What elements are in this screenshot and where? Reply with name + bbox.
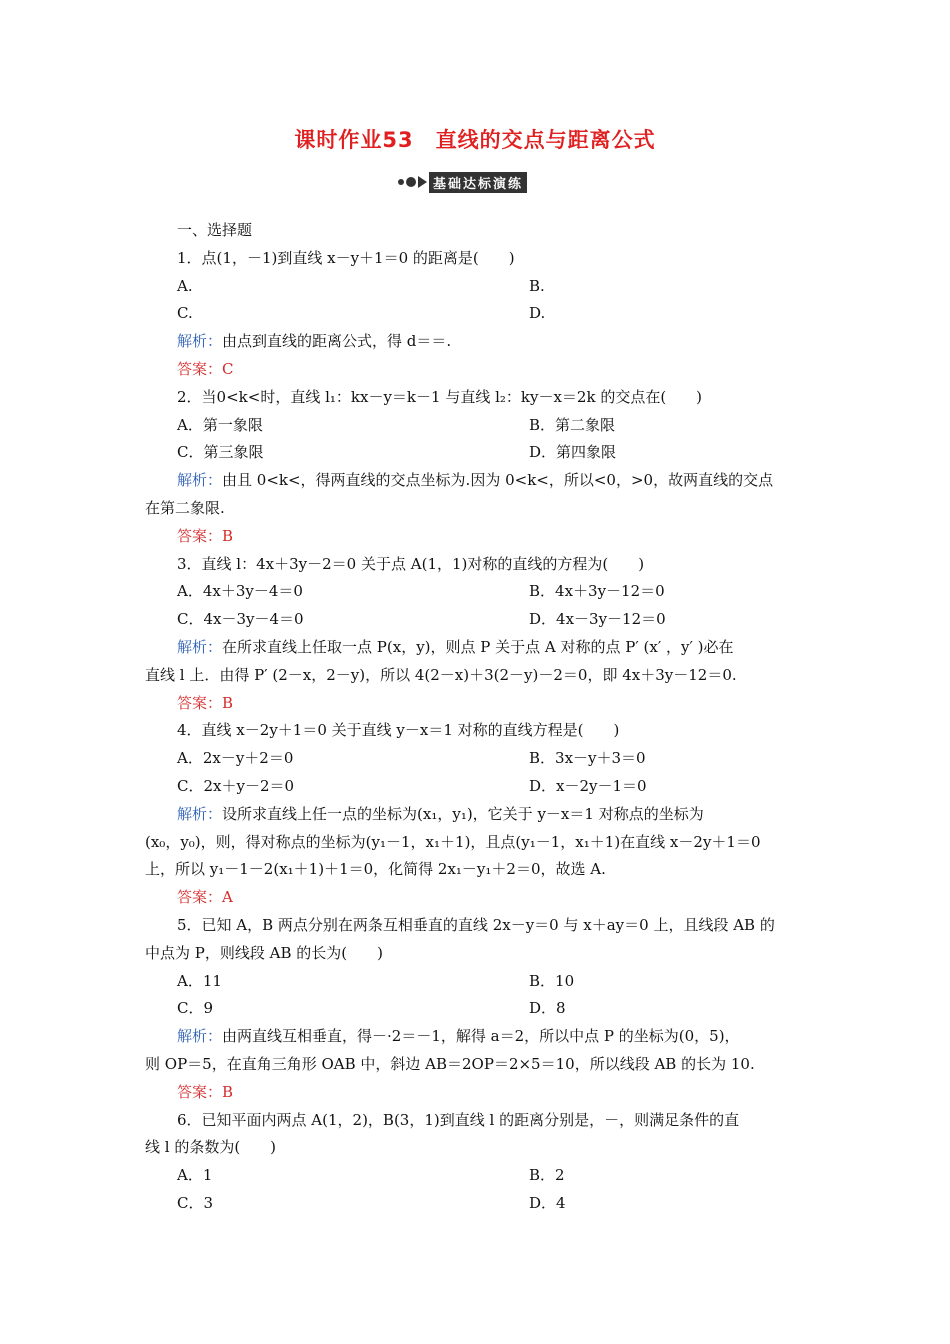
question-stem: 6．已知平面内两点 A(1，2)，B(3，1)到直线 l 的距离分别是，－，则满足条件的直 bbox=[177, 1110, 740, 1129]
option-b: B．4x＋3y－12＝0 bbox=[529, 582, 665, 601]
option-c: C. bbox=[177, 304, 193, 323]
option-b: B．第二象限 bbox=[529, 415, 616, 434]
option-d: D．4x－3y－12＝0 bbox=[529, 610, 666, 629]
solution bbox=[145, 634, 810, 662]
answer-label: 答案： bbox=[177, 526, 223, 545]
answer-value: B bbox=[222, 1082, 234, 1101]
question-2 bbox=[145, 384, 810, 551]
option-a: A．1 bbox=[177, 1166, 213, 1185]
option-d: D. bbox=[529, 304, 546, 323]
option-row bbox=[145, 578, 810, 606]
option-row bbox=[145, 968, 810, 996]
option-d: D．第四象限 bbox=[529, 443, 617, 462]
answer bbox=[145, 356, 810, 384]
solution-label: 解析： bbox=[177, 332, 223, 351]
bullet-dots-icon bbox=[398, 176, 427, 188]
option-c: C．3 bbox=[177, 1193, 214, 1212]
question-5 bbox=[145, 912, 810, 1107]
question-6 bbox=[145, 1107, 810, 1218]
question-3 bbox=[145, 551, 810, 718]
answer-label: 答案： bbox=[177, 888, 223, 907]
question-1 bbox=[145, 245, 810, 384]
section-heading: 一、选择题 bbox=[177, 221, 253, 239]
option-row bbox=[145, 412, 810, 440]
question-stem-continuation: 线 l 的条数为( ) bbox=[145, 1138, 277, 1157]
solution bbox=[145, 467, 810, 495]
solution-continuation: (x₀，y₀)，则，得对称点的坐标为(y₁－1，x₁＋1)，且点(y₁－1，x₁＋1)在直线 x－2y＋1＝0 bbox=[145, 832, 761, 851]
option-a: A．11 bbox=[177, 971, 222, 990]
question-stem: 2．当0<k<时，直线 l₁：kx－y＝k－1 与直线 l₂：ky－x＝2k 的交点在( ) bbox=[177, 387, 703, 406]
solution bbox=[145, 801, 810, 829]
option-row bbox=[145, 745, 810, 773]
answer-value: B bbox=[222, 526, 234, 545]
question-stem: 4．直线 x－2y＋1＝0 关于直线 y－x＝1 对称的直线方程是( ) bbox=[177, 721, 620, 740]
question-stem: 3．直线 l：4x＋3y－2＝0 关于点 A(1，1)对称的直线的方程为( ) bbox=[177, 554, 645, 573]
solution bbox=[145, 328, 810, 356]
option-row bbox=[145, 439, 810, 467]
solution-continuation: 则 OP＝5，在直角三角形 OAB 中，斜边 AB＝2OP＝2×5＝10，所以线段 AB 的长为 10. bbox=[145, 1054, 755, 1073]
option-b: B. bbox=[529, 276, 545, 295]
solution-label: 解析： bbox=[177, 1027, 223, 1046]
answer-label: 答案： bbox=[177, 1082, 223, 1101]
solution bbox=[145, 1023, 810, 1051]
option-b: B．2 bbox=[529, 1166, 565, 1185]
option-a: A．第一象限 bbox=[177, 415, 263, 434]
option-a: A．2x－y＋2＝0 bbox=[177, 749, 294, 768]
option-row bbox=[145, 1162, 810, 1190]
option-row bbox=[145, 273, 810, 301]
option-row bbox=[145, 606, 810, 634]
solution-text: 由且 0<k<，得两直线的交点坐标为.因为 0<k<，所以<0，>0，故两直线的交点 bbox=[222, 471, 774, 490]
solution-continuation: 在第二象限. bbox=[145, 498, 225, 517]
answer-label: 答案： bbox=[177, 359, 223, 378]
option-b: B．3x－y＋3＝0 bbox=[529, 749, 646, 768]
option-c: C．第三象限 bbox=[177, 443, 264, 462]
option-row bbox=[145, 300, 810, 328]
option-c: C．9 bbox=[177, 999, 214, 1018]
answer-label: 答案： bbox=[177, 693, 223, 712]
solution-label: 解析： bbox=[177, 471, 223, 490]
solution-continuation: 直线 l 上．由得 P′ (2－x，2－y)，所以 4(2－x)＋3(2－y)－2＝0，即 4x＋3y－12＝0. bbox=[145, 665, 737, 684]
answer bbox=[145, 690, 810, 718]
answer-value: B bbox=[222, 693, 234, 712]
solution-text: 由点到直线的距离公式，得 d＝＝. bbox=[222, 332, 452, 351]
option-c: C．4x－3y－4＝0 bbox=[177, 610, 304, 629]
answer bbox=[145, 884, 810, 912]
solution-label: 解析： bbox=[177, 637, 223, 656]
solution-continuation: 上，所以 y₁－1－2(x₁＋1)＋1＝0，化简得 2x₁－y₁＋2＝0，故选 A. bbox=[145, 860, 606, 879]
answer bbox=[145, 523, 810, 551]
option-b: B．10 bbox=[529, 971, 575, 990]
solution-text: 设所求直线上任一点的坐标为(x₁，y₁)，它关于 y－x＝1 对称点的坐标为 bbox=[222, 804, 704, 823]
option-a: A. bbox=[177, 276, 193, 295]
solution-text: 在所求直线上任取一点 P(x，y)，则点 P 关于点 A 对称的点 P′ (x′ ，y′ )必在 bbox=[222, 637, 734, 656]
solution-label: 解析： bbox=[177, 804, 223, 823]
option-c: C．2x＋y－2＝0 bbox=[177, 776, 295, 795]
option-d: D．x－2y－1＝0 bbox=[529, 776, 647, 795]
answer bbox=[145, 1079, 810, 1107]
option-row bbox=[145, 995, 810, 1023]
answer-value: C bbox=[222, 359, 234, 378]
answer-value: A bbox=[222, 888, 233, 907]
document-body bbox=[145, 217, 810, 1218]
question-stem: 1．点(1，－1)到直线 x－y＋1＝0 的距离是( ) bbox=[177, 248, 515, 267]
option-a: A．4x＋3y－4＝0 bbox=[177, 582, 303, 601]
option-d: D．4 bbox=[529, 1193, 566, 1212]
section-banner bbox=[398, 172, 527, 192]
option-row bbox=[145, 773, 810, 801]
option-d: D．8 bbox=[529, 999, 566, 1018]
page-title: 课时作业53 直线的交点与距离公式 bbox=[294, 128, 656, 152]
question-stem: 5．已知 A，B 两点分别在两条互相垂直的直线 2x－y＝0 与 x＋ay＝0 上，且线段 AB 的 bbox=[177, 915, 775, 934]
banner-label: 基础达标演练 bbox=[429, 172, 527, 193]
question-stem-continuation: 中点为 P，则线段 AB 的长为( ) bbox=[145, 943, 383, 962]
option-row bbox=[145, 1190, 810, 1218]
question-4 bbox=[145, 717, 810, 912]
solution-text: 由两直线互相垂直，得－·2＝－1，解得 a＝2，所以中点 P 的坐标为(0，5)， bbox=[222, 1027, 740, 1046]
